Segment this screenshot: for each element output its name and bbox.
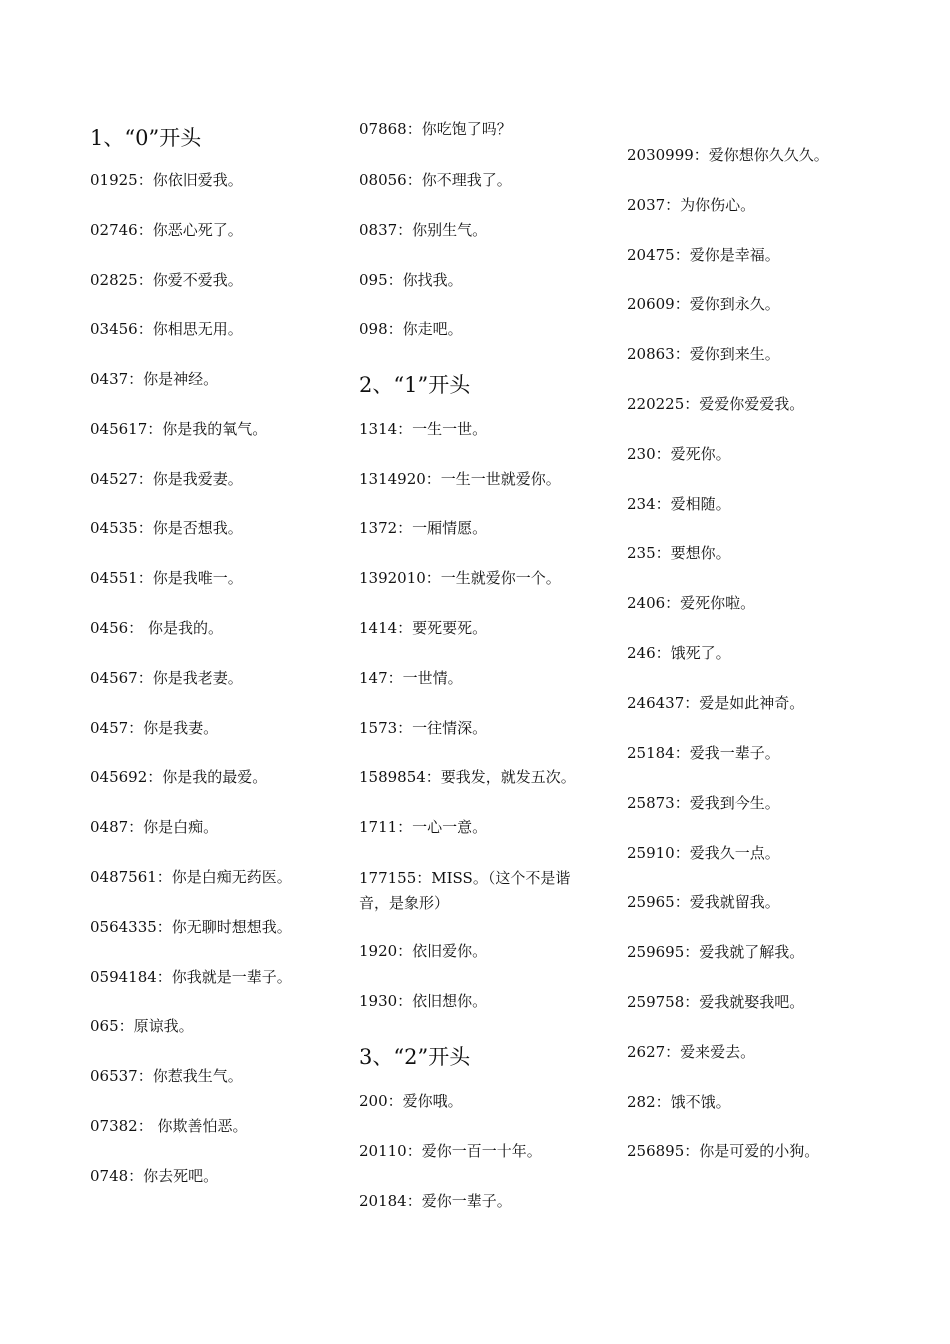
code-entry: 04535：你是否想我。 [90,519,243,537]
code-entry: 04567：你是我老妻。 [90,669,243,687]
code-entry: 200：爱你哦。 [359,1092,463,1110]
code-entry: 0487561：你是白痴无药医。 [90,868,292,886]
code-entry: 045692：你是我的最爱。 [90,768,268,786]
code-entry: 0456： 你是我的。 [90,619,223,637]
code-entry: 25965：爱我就留我。 [627,893,780,911]
code-entry: 1573：一往情深。 [359,719,488,737]
code-entry: 282：饿不饿。 [627,1093,731,1111]
code-entry: 147：一世情。 [359,669,463,687]
code-entry: 25184：爱我一辈子。 [627,744,780,762]
code-entry: 1392010：一生就爱你一个。 [359,569,561,587]
code-entry: 045617：你是我的氧气。 [90,420,268,438]
code-entry: 0457：你是我妻。 [90,719,219,737]
code-entry: 095：你找我。 [359,271,463,289]
code-entry: 246437：爱是如此神奇。 [627,694,805,712]
code-entry: 02746：你恶心死了。 [90,221,243,239]
code-entry: 20184：爱你一辈子。 [359,1192,512,1210]
code-entry: 0837：你别生气。 [359,221,488,239]
code-entry: 235：要想你。 [627,544,731,562]
code-entry: 177155：MISS。（这个不是谐音，是象形） [359,869,571,912]
code-entry: 06537：你惹我生气。 [90,1067,243,1085]
code-entry: 0487：你是白痴。 [90,818,219,836]
code-entry: 220225：爱爱你爱爱我。 [627,395,805,413]
code-entry: 2406：爱死你啦。 [627,594,756,612]
code-entry: 20609：爱你到永久。 [627,295,780,313]
code-entry: 0564335：你无聊时想想我。 [90,918,292,936]
code-entry: 065：原谅我。 [90,1017,194,1035]
code-entry: 1930：依旧想你。 [359,992,488,1010]
code-entry: 1589854：要我发，就发五次。 [359,768,576,786]
code-entry: 0594184：你我就是一辈子。 [90,968,292,986]
section-heading: 2、“1”开头 [359,373,471,397]
code-entry: 1920：依旧爱你。 [359,942,488,960]
code-entry: 259695：爱我就了解我。 [627,943,805,961]
code-entry: 098：你走吧。 [359,320,463,338]
code-entry: 2030999：爱你想你久久久。 [627,146,829,164]
code-entry: 1711：一心一意。 [359,818,488,836]
code-entry: 07382： 你欺善怕恶。 [90,1117,248,1135]
code-entry: 0748：你去死吧。 [90,1167,219,1185]
code-entry: 25873：爱我到今生。 [627,794,780,812]
code-entry: 1372：一厢情愿。 [359,519,488,537]
code-entry: 20863：爱你到来生。 [627,345,780,363]
section-heading: 1、“0”开头 [90,126,202,150]
code-entry: 2627：爱来爱去。 [627,1043,756,1061]
code-entry: 2037：为你伤心。 [627,196,756,214]
code-entry: 20475：爱你是幸福。 [627,246,780,264]
code-entry: 230：爱死你。 [627,445,731,463]
code-entry: 1314：一生一世。 [359,420,488,438]
code-entry: 20110：爱你一百一十年。 [359,1142,542,1160]
code-entry: 1414：要死要死。 [359,619,488,637]
code-entry: 0437：你是神经。 [90,370,219,388]
code-entry: 1314920：一生一世就爱你。 [359,470,561,488]
code-entry: 07868：你吃饱了吗？ [359,120,512,138]
code-entry: 04551：你是我唯一。 [90,569,243,587]
code-entry: 01925：你依旧爱我。 [90,171,243,189]
code-entry: 246：饿死了。 [627,644,731,662]
code-entry: 25910：爱我久一点。 [627,844,780,862]
code-entry: 03456：你相思无用。 [90,320,243,338]
code-entry: 08056：你不理我了。 [359,171,512,189]
code-entry: 256895：你是可爱的小狗。 [627,1142,820,1160]
code-entry: 234：爱相随。 [627,495,731,513]
section-heading: 3、“2”开头 [359,1045,471,1069]
code-entry: 02825：你爱不爱我。 [90,271,243,289]
code-entry: 04527：你是我爱妻。 [90,470,243,488]
code-entry: 259758：爱我就娶我吧。 [627,993,805,1011]
